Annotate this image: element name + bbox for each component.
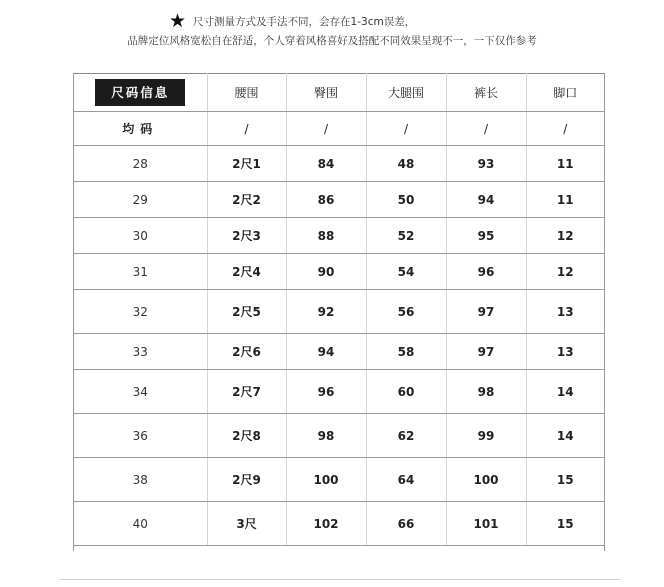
waist-cell: 2尺6 xyxy=(207,334,286,370)
length-cell: 99 xyxy=(446,414,526,458)
thigh-cell: 56 xyxy=(366,290,446,334)
thigh-cell: 64 xyxy=(366,458,446,502)
hip-cell: 94 xyxy=(286,334,366,370)
waist-cell: 2尺3 xyxy=(207,218,286,254)
thigh-cell: 66 xyxy=(366,502,446,546)
waist-cell: 2尺8 xyxy=(207,414,286,458)
size-cell: 33 xyxy=(74,334,207,370)
size-cell: 31 xyxy=(74,254,207,290)
hem-cell: 11 xyxy=(526,146,604,182)
hip-cell: 100 xyxy=(286,458,366,502)
hip-cell: 96 xyxy=(286,370,366,414)
table-cell: / xyxy=(286,112,366,146)
measurement-note-text: 尺寸测量方式及手法不同，会存在1-3cm误差， xyxy=(193,15,416,28)
table-cell: / xyxy=(207,112,286,146)
table-row xyxy=(74,218,604,254)
length-cell: 96 xyxy=(446,254,526,290)
average-size-label xyxy=(74,112,207,146)
table-cell: / xyxy=(526,112,604,146)
hem-cell: 11 xyxy=(526,182,604,218)
size-table xyxy=(74,73,604,546)
size-cell: 30 xyxy=(74,218,207,254)
waist-cell: 2尺5 xyxy=(207,290,286,334)
size-cell: 36 xyxy=(74,414,207,458)
thigh-cell: 48 xyxy=(366,146,446,182)
table-row xyxy=(74,182,604,218)
measurement-note xyxy=(169,10,415,32)
hem-cell: 13 xyxy=(526,290,604,334)
header-cell-thigh: 大腿围 xyxy=(366,73,446,112)
size-cell: 34 xyxy=(74,370,207,414)
header-cell-size-info xyxy=(74,73,207,112)
length-cell: 97 xyxy=(446,334,526,370)
table-cell: / xyxy=(366,112,446,146)
size-table-frame xyxy=(73,73,605,551)
hip-cell: 98 xyxy=(286,414,366,458)
size-cell: 32 xyxy=(74,290,207,334)
hem-cell: 12 xyxy=(526,218,604,254)
size-cell: 38 xyxy=(74,458,207,502)
length-cell: 94 xyxy=(446,182,526,218)
average-size-row xyxy=(74,112,604,146)
hem-cell: 14 xyxy=(526,370,604,414)
header-cell-hip: 臀围 xyxy=(286,73,366,112)
header-cell-waist: 腰围 xyxy=(207,73,286,112)
waist-cell: 2尺1 xyxy=(207,146,286,182)
style-note-text: 品牌定位风格宽松自在舒适，个人穿着风格喜好及搭配不同效果呈现不一，一下仅作参考 xyxy=(127,35,537,47)
table-cell: / xyxy=(446,112,526,146)
hem-cell: 12 xyxy=(526,254,604,290)
hem-cell: 14 xyxy=(526,414,604,458)
table-row xyxy=(74,370,604,414)
hip-cell: 90 xyxy=(286,254,366,290)
size-cell: 29 xyxy=(74,182,207,218)
waist-cell: 2尺4 xyxy=(207,254,286,290)
average-size-label-text: 均码 xyxy=(122,122,159,136)
length-cell: 98 xyxy=(446,370,526,414)
page-bottom-rule xyxy=(60,579,620,580)
table-row xyxy=(74,502,604,546)
header-cell-length: 裤长 xyxy=(446,73,526,112)
length-cell: 101 xyxy=(446,502,526,546)
hip-cell: 86 xyxy=(286,182,366,218)
size-cell: 40 xyxy=(74,502,207,546)
header-cell-hem: 脚口 xyxy=(526,73,604,112)
size-cell: 28 xyxy=(74,146,207,182)
hip-cell: 102 xyxy=(286,502,366,546)
thigh-cell: 52 xyxy=(366,218,446,254)
hip-cell: 88 xyxy=(286,218,366,254)
waist-cell: 2尺9 xyxy=(207,458,286,502)
length-cell: 100 xyxy=(446,458,526,502)
size-info-badge: 尺码信息 xyxy=(95,79,185,106)
length-cell: 93 xyxy=(446,146,526,182)
hem-cell: 15 xyxy=(526,458,604,502)
hem-cell: 13 xyxy=(526,334,604,370)
table-row xyxy=(74,146,604,182)
thigh-cell: 62 xyxy=(366,414,446,458)
star-icon: ★ xyxy=(169,9,187,32)
waist-cell: 3尺 xyxy=(207,502,286,546)
hip-cell: 84 xyxy=(286,146,366,182)
thigh-cell: 58 xyxy=(366,334,446,370)
thigh-cell: 50 xyxy=(366,182,446,218)
waist-cell: 2尺2 xyxy=(207,182,286,218)
thigh-cell: 54 xyxy=(366,254,446,290)
table-row xyxy=(74,414,604,458)
table-header-row xyxy=(74,73,604,112)
table-row xyxy=(74,334,604,370)
length-cell: 95 xyxy=(446,218,526,254)
thigh-cell: 60 xyxy=(366,370,446,414)
length-cell: 97 xyxy=(446,290,526,334)
table-row xyxy=(74,290,604,334)
waist-cell: 2尺7 xyxy=(207,370,286,414)
hip-cell: 92 xyxy=(286,290,366,334)
hem-cell: 15 xyxy=(526,502,604,546)
table-row xyxy=(74,254,604,290)
table-row xyxy=(74,458,604,502)
